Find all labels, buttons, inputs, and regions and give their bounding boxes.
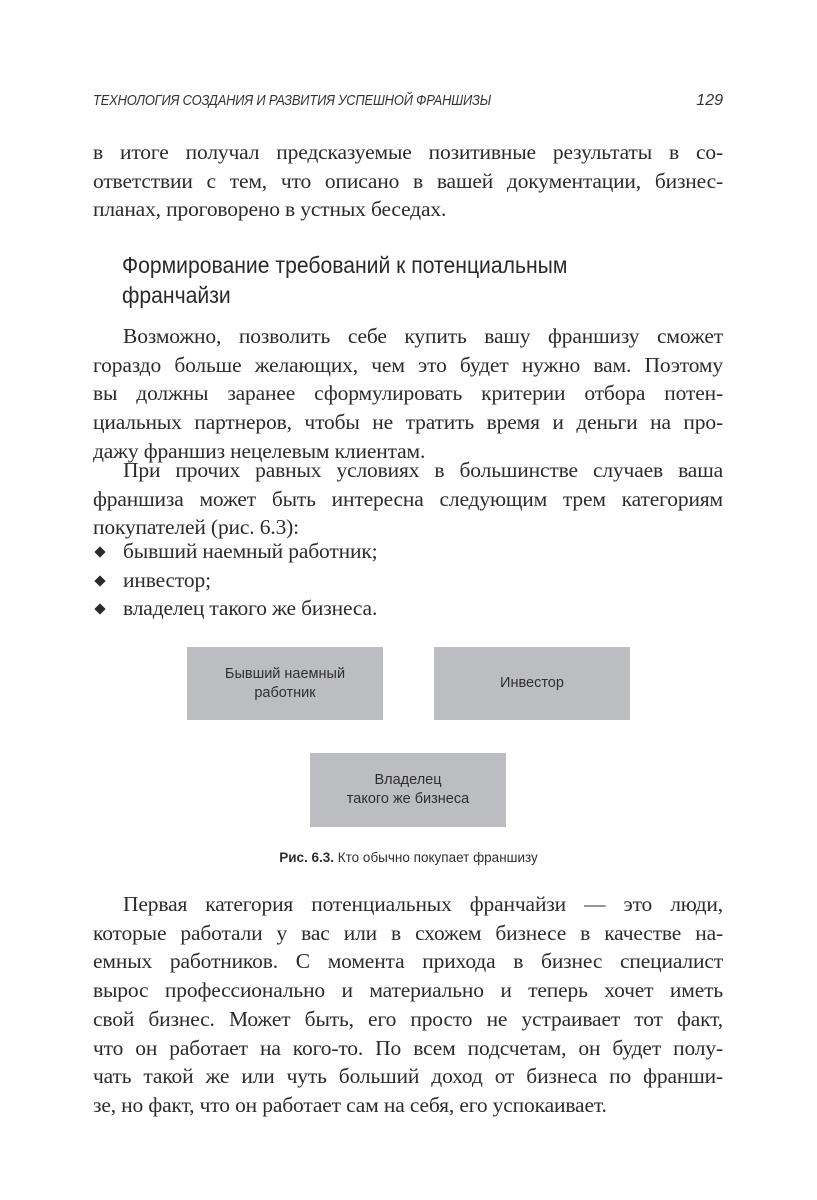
- text-line: франшиза может быть интересна следующим трем категориям: [93, 486, 723, 511]
- text-line: зе, но факт, что он работает сам на себя, его успокаивает.: [93, 1092, 607, 1117]
- intro-paragraph: [93, 138, 723, 224]
- text-line: покупателей (рис. 6.3):: [93, 515, 299, 540]
- text-line: чать такой же или чуть больший доход от бизнеса по франши-: [93, 1064, 723, 1089]
- text-line: Возможно, позволить себе купить вашу франшизу сможет: [123, 324, 723, 348]
- text-line: гораздо больше желающих, чем это будет нужно вам. Поэтому: [93, 352, 723, 377]
- diamond-bullet-icon: [94, 575, 105, 586]
- diagram-box-business-owner: [310, 753, 506, 827]
- text-line: которые работали у вас или в схожем бизнесе в качестве на-: [93, 920, 723, 945]
- box-text-line: Бывший наемный: [224, 665, 346, 682]
- text-line: вы должны заранее сформулировать критерии отбора потен-: [93, 381, 723, 406]
- figure-caption: [0, 850, 817, 865]
- list-item: [93, 537, 723, 566]
- text-line: Первая категория потенциальных франчайзи — это люди,: [123, 892, 723, 916]
- text-line: циальных партнеров, чтобы не тратить время и деньги на про-: [93, 410, 723, 435]
- text-line: емных работников. С момента прихода в бизнес специалист: [93, 949, 723, 974]
- paragraph-first-category: [93, 890, 723, 1120]
- paragraph-criteria: [93, 322, 723, 466]
- list-item: [93, 594, 723, 623]
- box-text-line: Владелец: [374, 772, 442, 788]
- text-line: планах, проговорено в устных беседах.: [93, 197, 447, 222]
- buyer-category-list: [93, 537, 723, 623]
- text-line: дажу франшиз нецелевым клиентам.: [93, 438, 426, 463]
- list-item-text: владелец такого же бизнеса.: [123, 596, 378, 621]
- figure-caption-text: Кто обычно покупает франшизу: [334, 850, 538, 865]
- page-number: 129: [696, 92, 723, 109]
- heading-line: Формирование требований к потенциальным: [122, 252, 568, 278]
- list-item-text: инвестор;: [123, 567, 211, 592]
- box-text-line: работник: [254, 684, 316, 701]
- text-line: в итоге получал предсказуемые позитивные результаты в со-: [93, 140, 723, 164]
- text-line: свой бизнес. Может быть, его просто не устраивает тот факт,: [93, 1006, 723, 1031]
- text-line: что он работает на кого-то. По всем подсчетам, он будет полу-: [93, 1035, 723, 1060]
- text-line: вырос профессионально и материально и теперь хочет иметь: [93, 978, 723, 1003]
- diamond-bullet-icon: [94, 604, 105, 615]
- running-header-title: ТЕХНОЛОГИЯ СОЗДАНИЯ И РАЗВИТИЯ УСПЕШНОЙ ФРАНШИЗЫ: [93, 92, 492, 109]
- list-item-text: бывший наемный работник;: [123, 539, 378, 563]
- paragraph-categories: [93, 456, 723, 542]
- figure-caption-label: Рис. 6.3.: [279, 850, 335, 865]
- box-text-line: Инвестор: [500, 675, 564, 691]
- diagram-box-former-employee: [187, 647, 383, 720]
- list-item: [93, 566, 723, 595]
- heading-line: франчайзи: [122, 282, 231, 308]
- diagram-box-investor: [434, 647, 630, 720]
- section-heading: [122, 250, 662, 310]
- text-line: ответствии с тем, что описано в вашей документации, бизнес-: [93, 168, 723, 193]
- box-text-line: такого же бизнеса: [346, 791, 470, 807]
- text-line: При прочих равных условиях в большинстве случаев ваша: [123, 458, 723, 482]
- diamond-bullet-icon: [94, 546, 105, 557]
